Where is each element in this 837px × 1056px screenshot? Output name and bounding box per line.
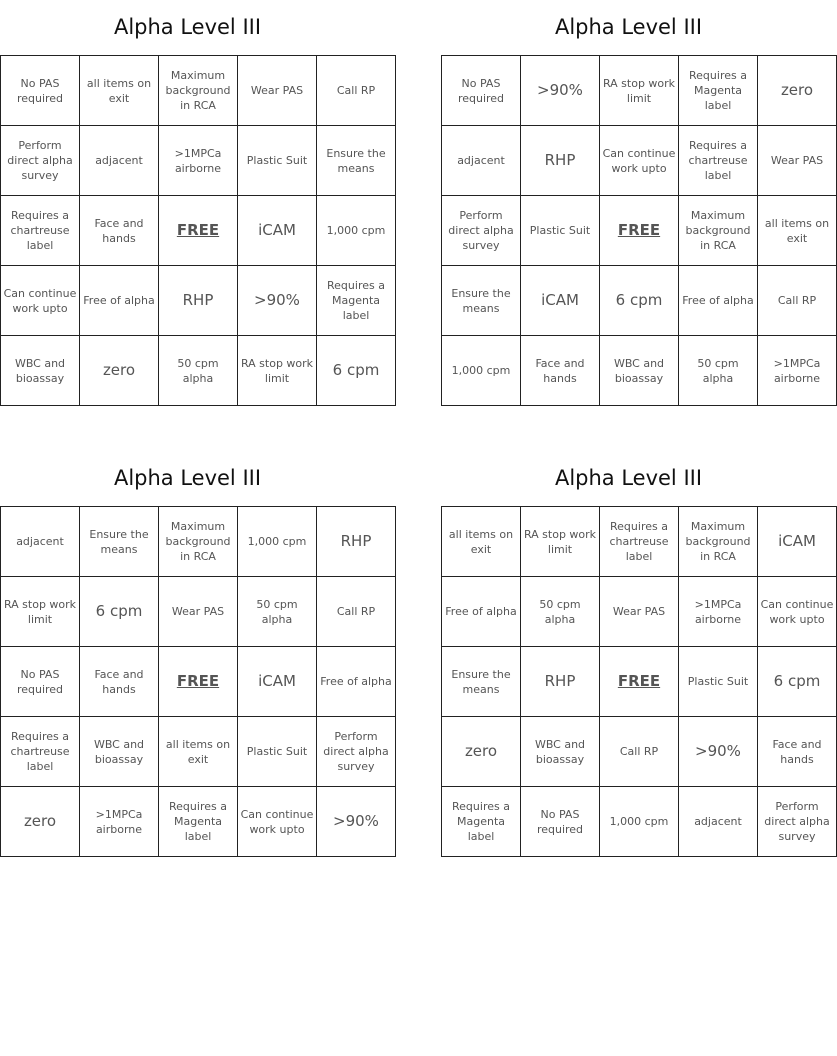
grid-cell: iCAM: [758, 507, 837, 577]
grid-cell: all items on exit: [758, 196, 837, 266]
grid-cell: 50 cpm alpha: [238, 577, 317, 647]
grid-cell: Maximum background in RCA: [679, 196, 758, 266]
grid-cell: RA stop work limit: [238, 336, 317, 406]
grid-cell: all items on exit: [159, 717, 238, 787]
grid-row: [1, 647, 396, 717]
grid-row: [442, 577, 837, 647]
grid-cell: >1MPCa airborne: [80, 787, 159, 857]
grid-cell: zero: [1, 787, 80, 857]
free-space-cell: FREE: [600, 647, 679, 717]
grid-cell: WBC and bioassay: [600, 336, 679, 406]
bingo-card-2: [441, 0, 830, 406]
free-space-cell: FREE: [159, 647, 238, 717]
grid-row: [442, 647, 837, 717]
grid-row: [1, 717, 396, 787]
grid-cell: Can continue work upto: [1, 266, 80, 336]
grid-row: [1, 577, 396, 647]
grid-cell: 1,000 cpm: [317, 196, 396, 266]
grid-cell: zero: [758, 56, 837, 126]
grid-cell: RHP: [521, 126, 600, 196]
grid-cell: WBC and bioassay: [1, 336, 80, 406]
grid-cell: 1,000 cpm: [600, 787, 679, 857]
grid-cell: adjacent: [1, 507, 80, 577]
grid-cell: RHP: [317, 507, 396, 577]
free-space-cell: FREE: [159, 196, 238, 266]
grid-cell: Call RP: [600, 717, 679, 787]
grid-cell: Requires a chartreuse label: [1, 717, 80, 787]
grid-cell: zero: [442, 717, 521, 787]
grid-cell: Can continue work upto: [600, 126, 679, 196]
grid-row: [442, 196, 837, 266]
grid-cell: Plastic Suit: [238, 717, 317, 787]
grid-cell: WBC and bioassay: [521, 717, 600, 787]
grid-cell: Plastic Suit: [679, 647, 758, 717]
grid-cell: Requires a Magenta label: [679, 56, 758, 126]
grid-cell: 50 cpm alpha: [679, 336, 758, 406]
grid-row: [1, 336, 396, 406]
grid-cell: 6 cpm: [600, 266, 679, 336]
grid-cell: WBC and bioassay: [80, 717, 159, 787]
grid-cell: all items on exit: [80, 56, 159, 126]
grid-cell: Ensure the means: [442, 647, 521, 717]
grid-cell: Ensure the means: [442, 266, 521, 336]
grid-cell: Perform direct alpha survey: [317, 717, 396, 787]
grid-cell: RHP: [159, 266, 238, 336]
grid-cell: iCAM: [238, 647, 317, 717]
grid-cell: >90%: [679, 717, 758, 787]
grid-cell: Wear PAS: [758, 126, 837, 196]
card-title: Alpha Level III: [554, 15, 703, 39]
grid-cell: Requires a chartreuse label: [1, 196, 80, 266]
grid-row: [1, 507, 396, 577]
grid-cell: Face and hands: [80, 196, 159, 266]
card-title: Alpha Level III: [554, 466, 703, 490]
grid-row: [1, 126, 396, 196]
grid-row: [442, 507, 837, 577]
grid-cell: iCAM: [238, 196, 317, 266]
grid-cell: >90%: [238, 266, 317, 336]
bingo-card-1: [0, 0, 386, 406]
grid-cell: RA stop work limit: [521, 507, 600, 577]
grid-cell: >90%: [521, 56, 600, 126]
grid-cell: >1MPCa airborne: [679, 577, 758, 647]
grid-cell: adjacent: [442, 126, 521, 196]
grid-cell: No PAS required: [521, 787, 600, 857]
grid-cell: Ensure the means: [80, 507, 159, 577]
grid-cell: 50 cpm alpha: [521, 577, 600, 647]
bingo-grid: [441, 55, 837, 406]
grid-cell: Maximum background in RCA: [679, 507, 758, 577]
grid-cell: adjacent: [80, 126, 159, 196]
grid-cell: RHP: [521, 647, 600, 717]
grid-cell: Can continue work upto: [758, 577, 837, 647]
card-title: Alpha Level III: [113, 466, 262, 490]
grid-cell: 6 cpm: [317, 336, 396, 406]
grid-cell: 1,000 cpm: [442, 336, 521, 406]
grid-cell: Maximum background in RCA: [159, 56, 238, 126]
grid-cell: Free of alpha: [317, 647, 396, 717]
bingo-card-3: [0, 451, 392, 857]
grid-cell: Call RP: [758, 266, 837, 336]
grid-row: [1, 196, 396, 266]
grid-cell: >1MPCa airborne: [758, 336, 837, 406]
grid-cell: Free of alpha: [679, 266, 758, 336]
grid-row: [442, 787, 837, 857]
grid-row: [1, 787, 396, 857]
grid-row: [442, 336, 837, 406]
grid-row: [442, 266, 837, 336]
grid-cell: Perform direct alpha survey: [442, 196, 521, 266]
grid-cell: adjacent: [679, 787, 758, 857]
grid-cell: No PAS required: [442, 56, 521, 126]
grid-cell: Wear PAS: [159, 577, 238, 647]
grid-cell: RA stop work limit: [1, 577, 80, 647]
grid-cell: Perform direct alpha survey: [758, 787, 837, 857]
grid-cell: Requires a chartreuse label: [679, 126, 758, 196]
grid-cell: Wear PAS: [238, 56, 317, 126]
grid-cell: zero: [80, 336, 159, 406]
grid-cell: iCAM: [521, 266, 600, 336]
grid-cell: >1MPCa airborne: [159, 126, 238, 196]
grid-cell: 6 cpm: [80, 577, 159, 647]
grid-cell: RA stop work limit: [600, 56, 679, 126]
grid-cell: Free of alpha: [442, 577, 521, 647]
grid-cell: 6 cpm: [758, 647, 837, 717]
grid-cell: Can continue work upto: [238, 787, 317, 857]
grid-cell: Requires a Magenta label: [159, 787, 238, 857]
grid-cell: Requires a Magenta label: [442, 787, 521, 857]
grid-cell: Maximum background in RCA: [159, 507, 238, 577]
bingo-grid: [441, 506, 837, 857]
grid-row: [1, 266, 396, 336]
bingo-grid: [0, 506, 396, 857]
grid-cell: Face and hands: [758, 717, 837, 787]
grid-cell: Wear PAS: [600, 577, 679, 647]
grid-row: [442, 56, 837, 126]
grid-cell: Face and hands: [521, 336, 600, 406]
grid-cell: Call RP: [317, 577, 396, 647]
grid-cell: >90%: [317, 787, 396, 857]
card-title: Alpha Level III: [113, 15, 262, 39]
grid-cell: Free of alpha: [80, 266, 159, 336]
grid-cell: Requires a chartreuse label: [600, 507, 679, 577]
grid-cell: Face and hands: [80, 647, 159, 717]
grid-cell: all items on exit: [442, 507, 521, 577]
grid-cell: 1,000 cpm: [238, 507, 317, 577]
grid-row: [442, 717, 837, 787]
grid-row: [1, 56, 396, 126]
grid-cell: Perform direct alpha survey: [1, 126, 80, 196]
free-space-cell: FREE: [600, 196, 679, 266]
grid-cell: No PAS required: [1, 647, 80, 717]
grid-cell: 50 cpm alpha: [159, 336, 238, 406]
grid-cell: Call RP: [317, 56, 396, 126]
bingo-grid: [0, 55, 396, 406]
grid-cell: Ensure the means: [317, 126, 396, 196]
grid-cell: Plastic Suit: [521, 196, 600, 266]
grid-cell: Requires a Magenta label: [317, 266, 396, 336]
grid-row: [442, 126, 837, 196]
grid-cell: Plastic Suit: [238, 126, 317, 196]
grid-cell: No PAS required: [1, 56, 80, 126]
bingo-card-4: [441, 451, 834, 857]
